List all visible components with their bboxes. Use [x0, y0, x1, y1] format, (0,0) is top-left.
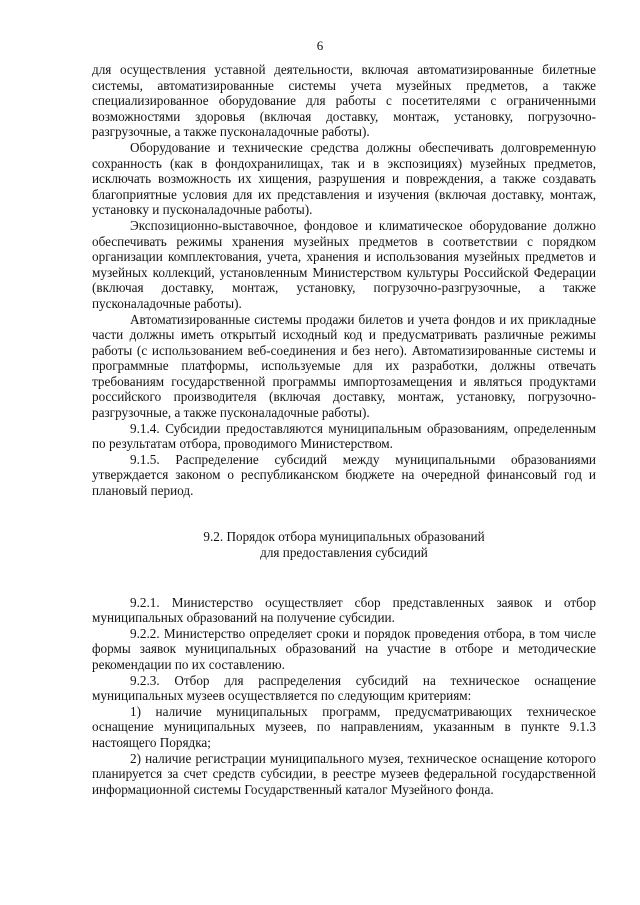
criterion-1: 1) наличие муниципальных программ, предусматривающих техническое оснащение муниципальных музеев, по направлениям, указанным в пункте 9.1.3 настоящего Порядка;	[92, 703, 596, 750]
page-number: 6	[316, 38, 324, 53]
paragraph-9-1-4: 9.1.4. Субсидии предоставляются муниципальным образованиям, определенным по результатам отбора, проводимого Министерством.	[92, 420, 596, 452]
paragraph-equipment: Оборудование и технические средства должны обеспечивать долговременную сохранность (как в фондохранилищах, так и в экспозициях) музейных предметов, исключать возможность их хищения, разрушения и повреждения, а также создавать благоприятные условия для их представления и изучения (включая доставку, монтаж, установку и пусконаладочные работы).	[92, 139, 596, 218]
criterion-2: 2) наличие регистрации муниципального музея, техническое оснащение которого планируется за счет средств субсидии, в реестре музеев федеральной государственной информационной системы Государственный каталог Музейного фонда.	[92, 750, 596, 797]
paragraph-automated-systems: Автоматизированные системы продажи билетов и учета фондов и их прикладные части должны иметь открытый исходный код и предусматривать различные режимы работы (с использованием веб-соединения и без него). Автоматизированные системы и программные платформы, используемые для их разработки, должны отвечать требованиям государственной программы импортозамещения и являться продуктами российского производителя (включая доставку, монтаж, установку, погрузочно-разгрузочные, а также пусконаладочные работы).	[92, 311, 596, 421]
section-heading	[92, 529, 596, 561]
paragraph-9-2-1: 9.2.1. Министерство осуществляет сбор представленных заявок и отбор муниципальных образований на получение субсидии.	[92, 594, 596, 626]
paragraph-9-1-5: 9.1.5. Распределение субсидий между муниципальными образованиями утверждается законом о республиканском бюджете на очередной финансовый год и плановый период.	[92, 451, 596, 499]
document-body	[92, 62, 596, 797]
paragraph-exhibition-equipment: Экспозиционно-выставочное, фондовое и климатическое оборудование должно обеспечивать режимы хранения музейных предметов в соответствии с порядком организации комплектования, учета, хранения и использования музейных предметов и музейных коллекций, установленным Министерством культуры Российской Федерации (включая доставку, монтаж, установку, погрузочно-разгрузочные, а также пусконаладочные работы).	[92, 217, 596, 311]
paragraph-9-2-3: 9.2.3. Отбор для распределения субсидий на техническое оснащение муниципальных музеев осуществляется по следующим критериям:	[92, 672, 596, 704]
section-heading-line2: для предоставления субсидий	[260, 544, 428, 560]
paragraph-continuation: для осуществления уставной деятельности, включая автоматизированные билетные системы, автоматизированные системы учета музейных предметов, а также специализированное оборудование для работы с посетителями с ограниченными возможностями здоровья (включая доставку, монтаж, установку, погрузочно-разгрузочные, а также пусконаладочные работы).	[92, 62, 596, 140]
paragraph-9-2-2: 9.2.2. Министерство определяет сроки и порядок проведения отбора, в том числе формы заявок муниципальных образований на участие в отборе и методические рекомендации по их составлению.	[92, 625, 596, 672]
section-heading-line1: 9.2. Порядок отбора муниципальных образований	[203, 528, 485, 544]
